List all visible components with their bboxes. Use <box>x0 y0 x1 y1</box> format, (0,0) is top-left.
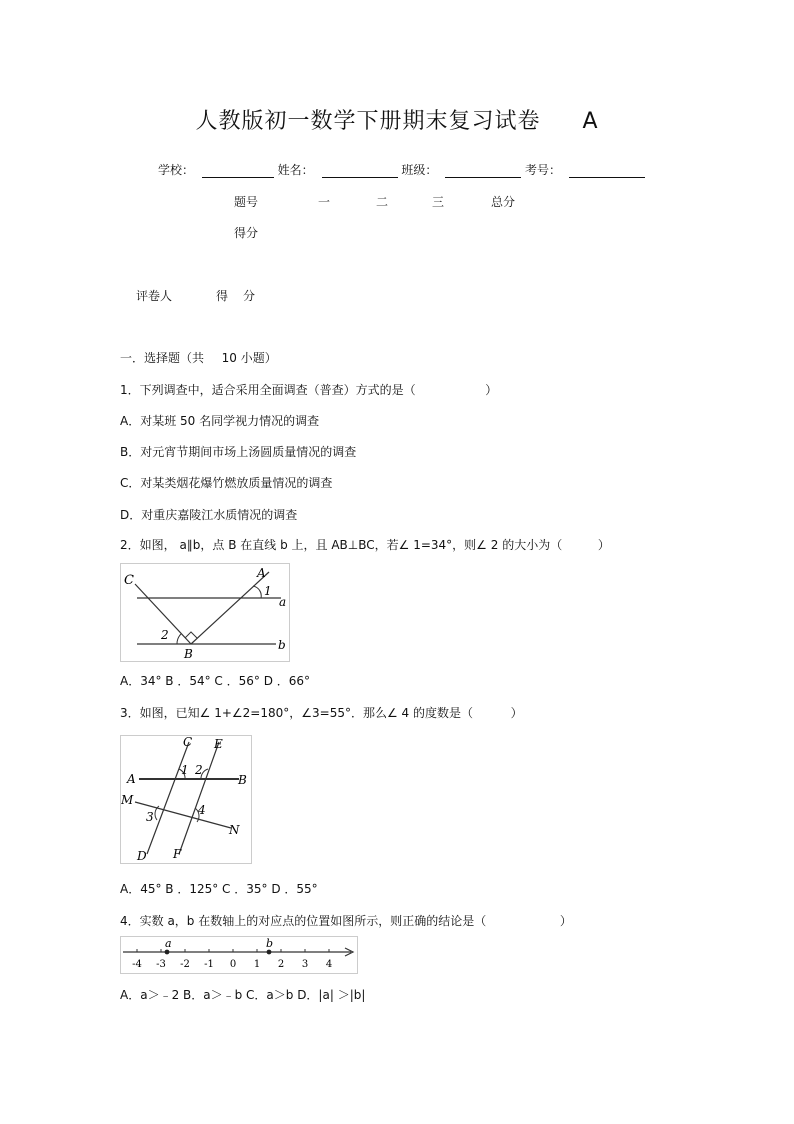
title-suffix: A <box>582 109 599 134</box>
grader-label: 评卷人 <box>136 289 173 303</box>
question-1-stem <box>120 381 497 398</box>
grader-score-label-2: 分 <box>243 289 256 303</box>
section-count: 10 小题） <box>221 351 277 365</box>
name-blank[interactable] <box>322 165 398 178</box>
class-blank[interactable] <box>445 165 521 178</box>
score-row-label: 得分 <box>234 226 259 240</box>
question-4-stem <box>120 912 572 929</box>
title-text: 人教版初一数学下册期末复习试卷 <box>195 109 541 134</box>
q3-close: ） <box>510 706 523 720</box>
label-1: 1 <box>181 763 189 777</box>
label-2: 2 <box>195 763 203 777</box>
exam-no-blank[interactable] <box>569 165 645 178</box>
q3-options[interactable]: A．45° B ．125° C ．35° D ．55° <box>120 882 318 896</box>
label-4: 4 <box>198 803 206 817</box>
angle-1-arc <box>253 586 261 598</box>
q4-options[interactable]: A．a＞﹣2 B．a＞﹣b C．a＞b D．|a| ＞|b| <box>120 988 366 1002</box>
q3-stem-text: 3．如图，已知∠ 1+∠2=180°，∠3=55°．那么∠ 4 的度数是（ <box>120 706 473 720</box>
label-a: A <box>127 772 136 786</box>
section-heading <box>120 349 277 366</box>
score-col-3: 三 <box>432 195 445 209</box>
q4-number-line-figure <box>120 936 358 974</box>
score-table-header-label: 题号 <box>234 195 259 209</box>
q2-figure <box>120 563 290 662</box>
score-col-1: 一 <box>318 195 331 209</box>
page-title <box>0 104 794 135</box>
tick-label: -4 <box>132 959 142 970</box>
point-a-label: a <box>165 937 172 950</box>
q4-stem-text: 4．实数 a，b 在数轴上的对应点的位置如图所示，则正确的结论是（ <box>120 914 487 928</box>
q4-number-line-svg <box>121 937 357 973</box>
exam-no-label: 考号： <box>525 163 562 177</box>
label-1: 1 <box>264 584 272 598</box>
q1-option-b[interactable]: B．对元宵节期间市场上汤圆质量情况的调查 <box>120 445 357 459</box>
q4-close: ） <box>559 914 572 928</box>
line-cd <box>147 742 189 854</box>
point-b <box>267 950 272 955</box>
q1-stem-text: 1．下列调查中，适合采用全面调查（普查）方式的是（ <box>120 383 416 397</box>
label-c: C <box>183 736 193 749</box>
q3-figure <box>120 735 252 864</box>
school-label: 学校： <box>158 163 195 177</box>
label-n: N <box>229 823 240 837</box>
q2-close: ） <box>597 538 610 552</box>
tick-label: 3 <box>301 959 309 970</box>
grader-score-label: 得 <box>216 289 229 303</box>
segment-ba <box>191 572 269 644</box>
angle-2-arc <box>177 634 181 644</box>
tick-label: 4 <box>325 959 333 970</box>
tick-label: 1 <box>253 959 261 970</box>
q1-option-d[interactable]: D．对重庆嘉陵江水质情况的调查 <box>120 508 298 522</box>
label-b-point: B <box>184 647 193 661</box>
label-3: 3 <box>146 810 154 824</box>
student-info-line <box>158 161 645 178</box>
school-blank[interactable] <box>202 165 274 178</box>
tick-label: -2 <box>180 959 190 970</box>
score-col-2: 二 <box>376 195 389 209</box>
label-c: C <box>124 573 134 588</box>
name-label: 姓名： <box>277 163 314 177</box>
label-a-point: A <box>257 566 266 580</box>
label-a-line: a <box>279 595 287 609</box>
label-f: F <box>173 847 182 861</box>
label-d: D <box>137 849 147 863</box>
right-angle-mark <box>185 632 197 638</box>
label-b: B <box>238 773 247 787</box>
label-e: E <box>214 737 223 751</box>
q3-figure-svg <box>121 736 251 863</box>
point-a <box>165 950 170 955</box>
q2-figure-svg <box>121 564 289 661</box>
question-3-stem <box>120 704 523 721</box>
q2-stem-text: 2．如图， a∥b，点 B 在直线 b 上，且 AB⊥BC，若∠ 1=34°，则∠ 2 的大小为（ <box>120 538 563 552</box>
tick-label: 0 <box>229 959 237 970</box>
label-b-line: b <box>278 638 286 652</box>
q2-options[interactable]: A．34° B ．54° C ．56° D ．66° <box>120 674 311 688</box>
label-m: M <box>121 793 134 807</box>
tick-label: -1 <box>204 959 214 970</box>
tick-label: 2 <box>277 959 285 970</box>
q1-option-c[interactable]: C．对某类烟花爆竹燃放质量情况的调查 <box>120 476 333 490</box>
section-heading-text: 一．选择题（共 <box>120 351 205 365</box>
label-2: 2 <box>161 628 169 642</box>
line-ef <box>179 742 219 854</box>
score-col-total: 总分 <box>491 195 516 209</box>
point-b-label: b <box>266 937 274 950</box>
question-2-stem <box>120 536 610 553</box>
q1-close: ） <box>485 383 498 397</box>
q1-option-a[interactable]: A．对某班 50 名同学视力情况的调查 <box>120 414 320 428</box>
tick-label: -3 <box>156 959 166 970</box>
class-label: 班级： <box>401 163 438 177</box>
